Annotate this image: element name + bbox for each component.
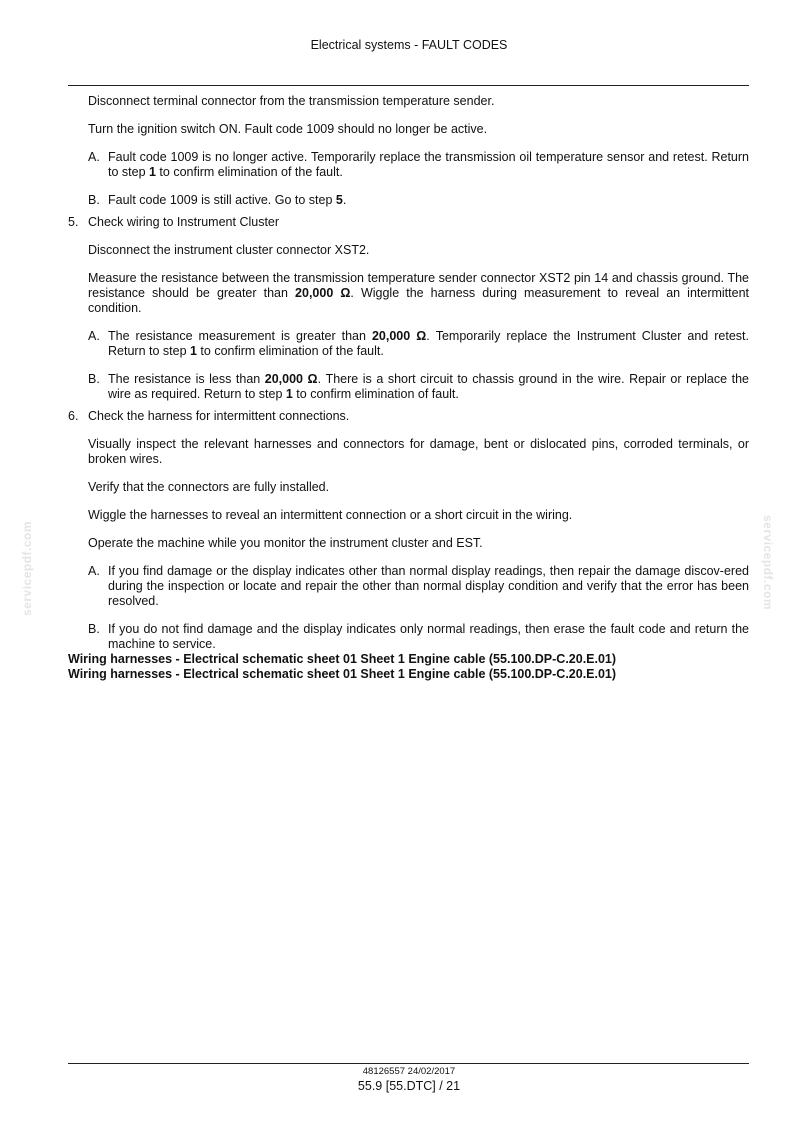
- step-6-paragraph-1: Visually inspect the relevant harnesses and connectors for damage, bent or dislocated pins, corroded terminals, or broken wires.: [88, 437, 749, 466]
- step-number: 6.: [68, 409, 79, 423]
- step-5-paragraph-2: Measure the resistance between the transmission temperature sender connector XST2 pin 14 and chassis ground. The resistance should be greater than 20,000 Ω. Wiggle the harness during measurement to reveal an intermittent condition.: [88, 271, 750, 315]
- intro-paragraph-1: Disconnect terminal connector from the transmission temperature sender.: [88, 94, 495, 108]
- reference-links: [68, 652, 749, 682]
- step-5-paragraph-1: Disconnect the instrument cluster connector XST2.: [88, 243, 370, 257]
- option-b-step-5: [88, 372, 749, 402]
- reference-link[interactable]: Wiring harnesses - Electrical schematic sheet 01 Sheet 1 Engine cable (55.100.DP-C.20.E.01): [68, 667, 617, 681]
- step-title: Check the harness for intermittent connections.: [88, 409, 350, 423]
- option-a-step-5: [88, 329, 749, 359]
- reference-link[interactable]: Wiring harnesses - Electrical schematic sheet 01 Sheet 1 Engine cable (55.100.DP-C.20.E.01): [68, 652, 617, 666]
- option-letter: B.: [88, 622, 100, 636]
- step-6-heading: [68, 409, 749, 424]
- option-letter: A.: [88, 329, 100, 343]
- option-text: If you find damage or the display indicates other than normal display readings, then repair the damage discov-ered during the inspection or locate and repair the other than normal display condition and verify that the error has been resolved.: [108, 564, 749, 608]
- option-text: The resistance is less than 20,000 Ω. There is a short circuit to chassis ground in the wire. Repair or replace the wire as required. Return to step 1 to confirm elimination of fault.: [108, 372, 749, 401]
- option-letter: B.: [88, 193, 100, 207]
- watermark-left: servicepdf.com: [20, 520, 34, 616]
- option-text: Fault code 1009 is no longer active. Temporarily replace the transmission oil temperature sensor and retest. Return to step 1 to confirm elimination of the fault.: [108, 150, 749, 179]
- footer-document-id: 48126557 24/02/2017: [362, 1066, 456, 1077]
- footer-rule: [68, 1063, 749, 1064]
- option-a-step-4: [88, 150, 749, 180]
- option-text: The resistance measurement is greater than 20,000 Ω. Temporarily replace the Instrument Cluster and retest. Return to step 1 to confirm elimination of the fault.: [108, 329, 749, 358]
- option-letter: B.: [88, 372, 100, 386]
- footer-page-number: 55.9 [55.DTC] / 21: [357, 1079, 461, 1093]
- page-header-title: Electrical systems - FAULT CODES: [310, 38, 508, 52]
- header-rule: [68, 85, 749, 86]
- step-5-heading: [68, 215, 749, 230]
- step-6-paragraph-2: Verify that the connectors are fully installed.: [88, 480, 330, 494]
- step-number: 5.: [68, 215, 79, 229]
- step-6-paragraph-4: Operate the machine while you monitor the instrument cluster and EST.: [88, 536, 483, 550]
- step-title: Check wiring to Instrument Cluster: [88, 215, 280, 229]
- option-letter: A.: [88, 564, 100, 578]
- option-text: Fault code 1009 is still active. Go to step 5.: [108, 193, 347, 207]
- option-b-step-6: [88, 622, 749, 652]
- watermark-right: servicepdf.com: [761, 515, 775, 611]
- document-body: [68, 94, 749, 682]
- option-letter: A.: [88, 150, 100, 164]
- step-6-paragraph-3: Wiggle the harnesses to reveal an intermittent connection or a short circuit in the wiring.: [88, 508, 573, 522]
- intro-paragraph-2: Turn the ignition switch ON. Fault code 1009 should no longer be active.: [88, 122, 488, 136]
- option-a-step-6: [88, 564, 749, 609]
- option-b-step-4: [88, 193, 749, 208]
- option-text: If you do not find damage and the display indicates only normal readings, then erase the fault code and return the machine to service.: [108, 622, 749, 651]
